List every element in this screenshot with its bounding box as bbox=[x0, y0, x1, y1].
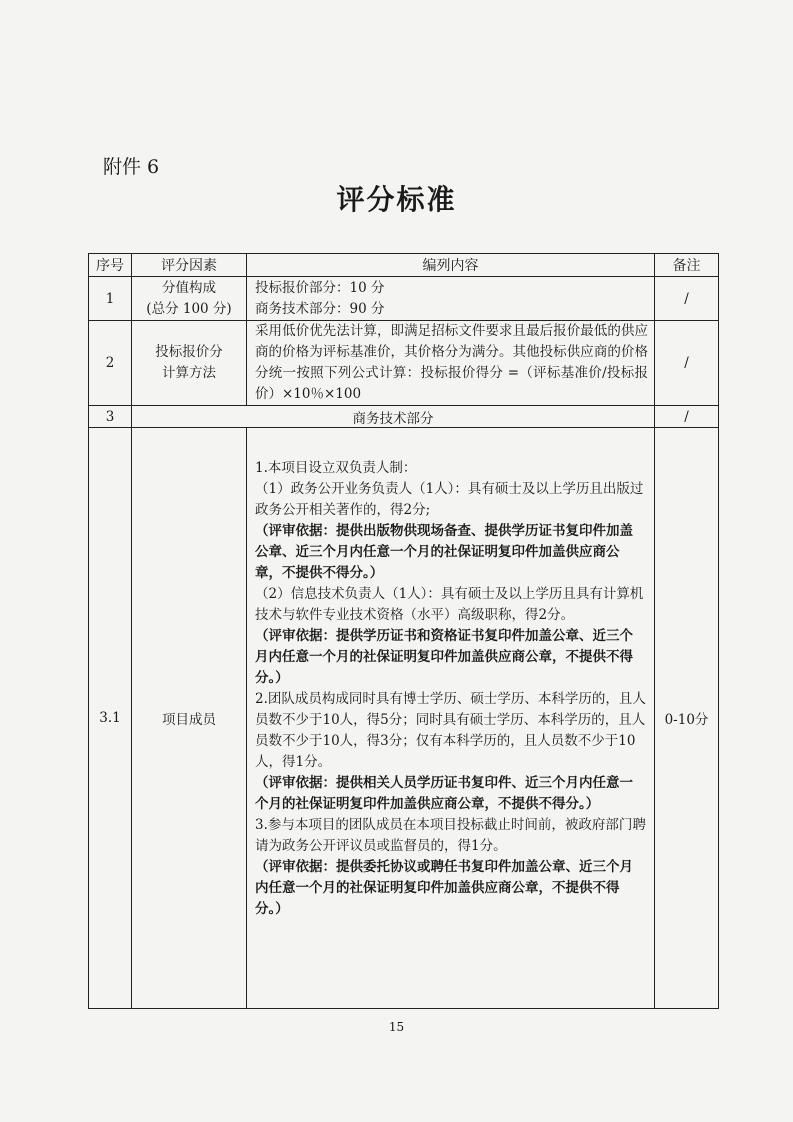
attachment-label: 附件 6 bbox=[103, 156, 160, 178]
criteria-paragraph: （1）政务公开业务负责人（1人）：具有硕士及以上学历且出版过政务公开相关著作的，得2分; bbox=[255, 481, 644, 518]
criteria-paragraph: （2）信息技术负责人（1人）：具有硕士及以上学历且具有计算机技术与软件专业技术资格（水平）高级职称，得2分。 bbox=[255, 586, 644, 623]
table-header-row bbox=[89, 254, 719, 277]
criteria-basis: （评审依据：提供相关人员学历证书复印件、近三个月内任意一个月的社保证明复印件加盖供应商公章，不提供不得分。） bbox=[255, 775, 633, 812]
header-factor: 评分因素 bbox=[132, 254, 247, 277]
header-content: 编列内容 bbox=[247, 254, 655, 277]
row-note: / bbox=[655, 277, 719, 321]
header-no: 序号 bbox=[89, 254, 132, 277]
factor-line: (总分 100 分) bbox=[146, 300, 232, 317]
factor-line: 分值构成 bbox=[162, 279, 216, 296]
table-row bbox=[89, 406, 719, 428]
content-line: 商务技术部分：90 分 bbox=[255, 300, 385, 317]
criteria-text bbox=[247, 428, 654, 920]
row-note: 0-10分 bbox=[655, 428, 719, 1009]
header-note: 备注 bbox=[655, 254, 719, 277]
criteria-basis: （评审依据：提供委托协议或聘任书复印件加盖公章、近三个月内任意一个月的社保证明复印件加盖供应商公章，不提供不得分。） bbox=[255, 859, 633, 917]
row-content bbox=[247, 428, 655, 1009]
row-content bbox=[247, 277, 655, 321]
criteria-paragraph: 1.本项目设立双负责人制： bbox=[255, 460, 417, 476]
table-row bbox=[89, 321, 719, 406]
criteria-paragraph: 3.参与本项目的团队成员在本项目投标截止时间前，被政府部门聘请为政务公开评议员或监督员的，得1分。 bbox=[255, 817, 646, 854]
row-no: 1 bbox=[89, 277, 132, 321]
row-no: 3 bbox=[89, 406, 132, 428]
criteria-paragraph: 2.团队成员构成同时具有博士学历、硕士学历、本科学历的，且人员数不少于10人，得5分；同时具有硕士学历、本科学历的，且人员数不少于10人，得3分；仅有本科学历的，且人员数不少于10人，得1分。 bbox=[255, 691, 646, 770]
row-no: 3.1 bbox=[89, 428, 132, 1009]
section-heading: 商务技术部分 bbox=[132, 406, 655, 428]
row-factor: 项目成员 bbox=[132, 428, 247, 1009]
content-line: 投标报价部分：10 分 bbox=[255, 279, 385, 296]
scoring-table bbox=[88, 253, 719, 1009]
page-title: 评分标准 bbox=[336, 183, 457, 216]
page-number: 15 bbox=[388, 1020, 405, 1034]
factor-line: 投标报价分 bbox=[155, 344, 223, 360]
table-row bbox=[89, 277, 719, 321]
table-row bbox=[89, 428, 719, 1009]
criteria-basis: （评审依据：提供出版物供现场备查、提供学历证书复印件加盖公章、近三个月内任意一个月的社保证明复印件加盖供应商公章，不提供不得分。） bbox=[255, 523, 633, 581]
criteria-basis: （评审依据：提供学历证书和资格证书复印件加盖公章、近三个月内任意一个月的社保证明复印件加盖供应商公章，不提供不得分。） bbox=[255, 628, 633, 686]
row-factor bbox=[132, 277, 247, 321]
row-content: 采用低价优先法计算，即满足招标文件要求且最后报价最低的供应商的价格为评标基准价，其价格分为满分。其他投标供应商的价格分统一按照下列公式计算：投标报价得分 =（评标基准价/投标报价）×10％×100 bbox=[247, 321, 655, 406]
factor-line: 计算方法 bbox=[162, 365, 216, 381]
row-no: 2 bbox=[89, 321, 132, 406]
row-factor bbox=[132, 321, 247, 406]
row-note: / bbox=[655, 406, 719, 428]
row-note: / bbox=[655, 321, 719, 406]
